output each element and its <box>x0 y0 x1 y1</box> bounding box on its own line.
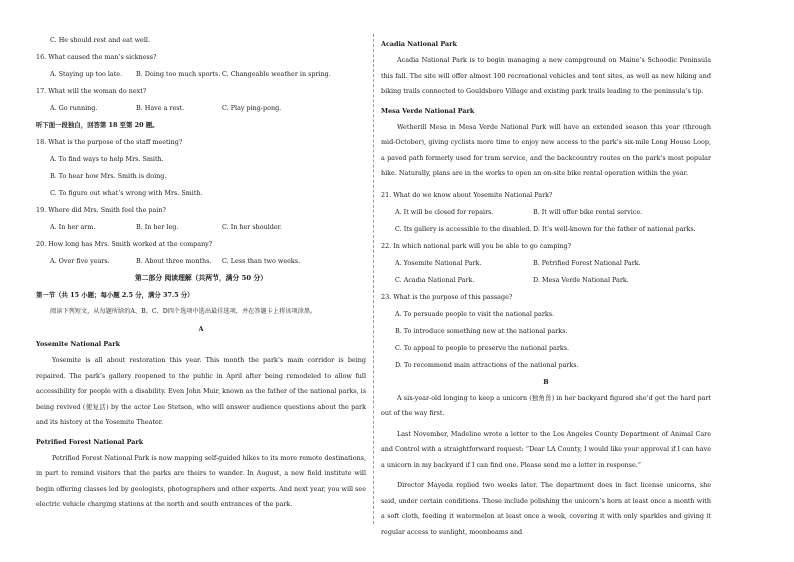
q16-option-a[interactable]: A. Staying up too late. <box>50 70 123 78</box>
q18-option-b[interactable]: B. To hear how Mrs. Smith is doing. <box>50 172 167 180</box>
q20-option-b[interactable]: B. About three months. <box>136 257 212 265</box>
q21-options-row2 <box>381 225 711 233</box>
q18-option-a[interactable]: A. To find ways to help Mrs. Smith. <box>50 155 164 163</box>
q16-option-c[interactable]: C. Changeable weather in spring. <box>222 70 331 78</box>
q22-options-row2 <box>381 276 711 284</box>
q23-option-a[interactable]: A. To persuade people to visit the national parks. <box>395 309 555 318</box>
passage-b-paragraph-3: Director Mayeda replied two weeks later. The department does in fact license unicorns, she said, under certain conditions. Those include polishing the unicorn’s horn at least once a month with a soft cloth, feeding it watermelon at least once a week, covering it with only sparkles and giving it regular access to sunlight, moonbeams and <box>381 481 711 536</box>
instruction-18-20: 听下面一段独白，回答第 18 至第 20 题。 <box>36 121 159 129</box>
q19-option-a[interactable]: A. In her arm. <box>50 223 96 231</box>
right-column <box>381 36 711 540</box>
passage-a-label: A <box>198 325 204 334</box>
question-16: 16. What caused the man’s sickness? <box>36 53 157 61</box>
option-c-q15: C. He should rest and eat well. <box>50 36 150 44</box>
passage-b-paragraph-1: A six-year-old longing to keep a unicorn (独角兽) in her backyard figured she’d get the hard part out of the way first. <box>381 393 711 417</box>
petrified-forest-title: Petrified Forest National Park <box>36 437 144 446</box>
passage-b-label: B <box>543 377 549 386</box>
yosemite-paragraph: Yosemite is all about restoration this year. This month the park’s main corridor is being repaired. The park’s gallery reopened to the public in April after being remodeled to allow full accessibility for people with a disability. Even John Muir, known as the father of the national parks, is being revived (使复活) by the actor Lee Stetson, who will answer audience questions about the park and its history at the Yosemite Theater. <box>36 356 366 427</box>
q22-option-c[interactable]: C. Acadia National Park. <box>395 275 475 284</box>
q22-option-b[interactable]: B. Petrified Forest National Park. <box>533 258 641 267</box>
section-one-heading: 第一节（共 15 小题；每小题 2.5 分，满分 37.5 分） <box>36 291 194 300</box>
question-16-options <box>36 70 366 78</box>
q17-option-a[interactable]: A. Go running. <box>50 104 98 112</box>
q21-option-c[interactable]: C. Its gallery is accessible to the disabled. <box>395 224 532 233</box>
question-17: 17. What will the woman do next? <box>36 87 147 95</box>
question-23: 23. What is the purpose of this passage? <box>381 292 513 301</box>
q20-option-c[interactable]: C. Less than two weeks. <box>222 257 301 265</box>
question-19-options <box>36 223 366 231</box>
q16-option-b[interactable]: B. Doing too much sports. <box>136 70 221 78</box>
q17-option-c[interactable]: C. Play ping-pong. <box>222 104 282 112</box>
column-divider <box>373 34 374 524</box>
q22-options-row1 <box>381 259 711 267</box>
q21-option-a[interactable]: A. It will be closed for repairs. <box>395 207 494 216</box>
question-21: 21. What do we know about Yosemite National Park? <box>381 190 553 199</box>
question-20-options <box>36 257 366 265</box>
q19-option-c[interactable]: C. In her shoulder. <box>222 223 283 231</box>
question-18: 18. What is the purpose of the staff meeting? <box>36 138 183 146</box>
passage-b-paragraph-2: Last November, Madeline wrote a letter to the Los Angeles County Department of Animal Care and Control with a straightforward request: “Dear LA County, I would like your approval if I can have a unicorn in my backyard if I can find one. Please send me a letter in response.” <box>381 429 711 469</box>
q17-option-b[interactable]: B. Have a rest. <box>136 104 185 112</box>
question-22: 22. In which national park will you be able to go camping? <box>381 241 572 250</box>
q23-option-c[interactable]: C. To appeal to people to preserve the national parks. <box>395 343 570 352</box>
q21-option-d[interactable]: D. It’s well-known for the father of national parks. <box>533 224 696 233</box>
petrified-forest-paragraph: Petrified Forest National Park is now mapping self-guided hikes to its more remote destinations, in part to remind visitors that the parks are theirs to wander. In August, a new field institute will begin offering classes led by geologists, photographers and other experts. And next year, you will see electric vehicle charging stations at the north and south entrances of the park. <box>36 453 366 509</box>
q18-option-c[interactable]: C. To figure out what’s wrong with Mrs. Smith. <box>50 189 203 197</box>
mesa-verde-paragraph: Wetherill Mesa in Mesa Verde National Park will have an extended season this year (through mid-October), giving cyclists more time to enjoy new access to the park’s six-mile Long House Loop, a paved path formerly used for tram service, and the backcountry routes on the park’s most popular hike. Naturally, plans are in the works to open an on-site bike rental operation within the year. <box>381 122 711 177</box>
acadia-title: Acadia National Park <box>381 40 457 48</box>
question-17-options <box>36 104 366 112</box>
q21-option-b[interactable]: B. It will offer bike rental service. <box>533 207 643 216</box>
q20-option-a[interactable]: A. Over five years. <box>50 257 110 265</box>
q19-option-b[interactable]: B. In her leg. <box>136 223 179 231</box>
q21-options-row1 <box>381 208 711 216</box>
left-column <box>36 36 366 513</box>
q22-option-a[interactable]: A. Yosemite National Park. <box>395 258 482 267</box>
yosemite-title: Yosemite National Park <box>36 340 120 349</box>
acadia-paragraph: Acadia National Park is to begin managing a new campground on Maine’s Schoodic Peninsula this fall. The site will offer almost 100 recreational vehicles and tent sites, as well as new hiking and biking trails connected to Gouldsboro Village and existing park trails leading to the peninsula’s tip. <box>381 56 711 95</box>
q23-option-b[interactable]: B. To introduce something new at the national parks. <box>395 326 568 335</box>
part-two-title: 第二部分 阅读理解（共两节，满分 50 分） <box>134 274 268 282</box>
mesa-verde-title: Mesa Verde National Park <box>381 106 475 115</box>
question-19: 19. Where did Mrs. Smith feel the pain? <box>36 206 166 214</box>
q22-option-d[interactable]: D. Mesa Verde National Park. <box>533 275 629 284</box>
q23-option-d[interactable]: D. To recommend main attractions of the national parks. <box>395 360 579 369</box>
question-20: 20. How long has Mrs. Smith worked at the company? <box>36 240 213 248</box>
section-one-instructions: 阅读下列短文，从每题所给的A、B、C、D四个选项中选出最佳选项，并在答题卡上将该项涂黑。 <box>50 308 317 316</box>
